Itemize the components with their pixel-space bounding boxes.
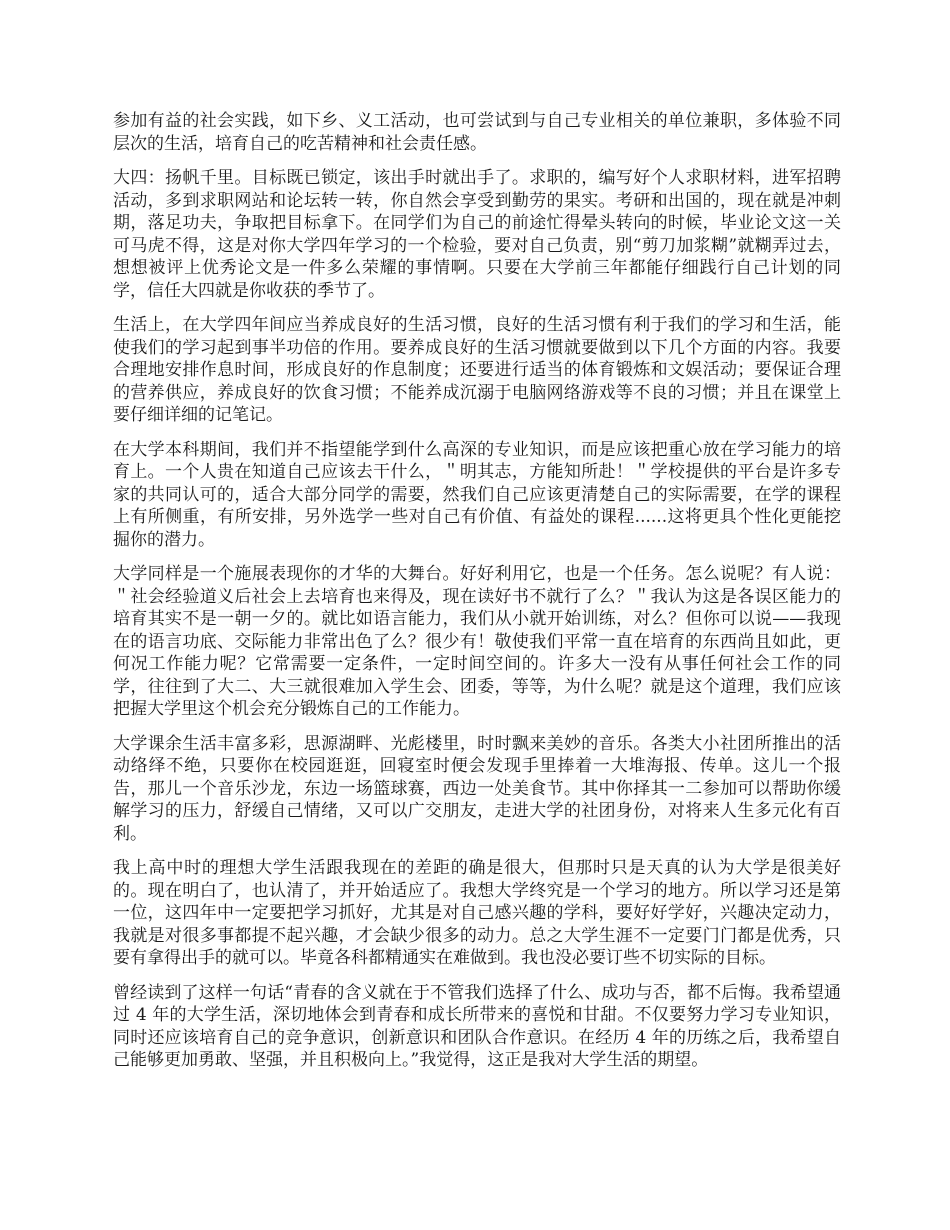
document-body: [113, 110, 841, 1084]
paragraph-life-habits: 生活上，在大学四年间应当养成良好的生活习惯，良好的生活习惯有利于我们的学习和生活，能使我们的学习起到事半功倍的作用。要养成良好的生活习惯就要做到以下几个方面的内容。我要合理地安排作息时间，形成良好的作息制度；还要进行适当的体育锻炼和文娱活动；要保证合理的营养供应，养成良好的饮食习惯；不能养成沉溺于电脑网络游戏等不良的习惯；并且在课堂上要仔细详细的记笔记。: [113, 315, 841, 425]
paragraph-learning-ability: 在大学本科期间，我们并不指望能学到什么高深的专业知识，而是应该把重心放在学习能力的培育上。一个人贵在知道自己应该去干什么，＂明其志，方能知所赴！＂学校提供的平台是许多专家的共同认可的，适合大部分同学的需要，然我们自己应该更清楚自己的实际需要，在学的课程上有所侧重，有所安排，另外选学一些对自己有价值、有益处的课程......这将更具个性化更能挖掘你的潜力。: [113, 439, 841, 550]
paragraph-ideal-college: 我上高中时的理想大学生活跟我现在的差距的确是很大，但那时只是天真的认为大学是很美好的。现在明白了，也认清了，并开始适应了。我想大学终究是一个学习的地方。所以学习还是第一位，这四年中一定要把学习抓好，尤其是对自己感兴趣的学科，要好好学好，兴趣决定动力，我就是对很多事都提不起兴趣，才会缺少很多的动力。总之大学生涯不一定要门门都是优秀，只要有拿得出手的就可以。毕竟各科都精通实在难做到。我也没必要订些不切实际的目标。: [113, 858, 841, 968]
paragraph-senior-year: 大四：扬帆千里。目标既已锁定，该出手时就出手了。求职的，编写好个人求职材料，进军招聘活动，多到求职网站和论坛转一转，你自然会享受到勤劳的果实。考研和出国的，现在就是冲刺期，落足功夫，争取把目标拿下。在同学们为自己的前途忙得晕头转向的时候，毕业论文这一关可马虎不得，这是对你大学四年学习的一个检验，要对自己负责，别“剪刀加浆糊”就糊弄过去，想想被评上优秀论文是一件多么荣耀的事情啊。只要在大学前三年都能仔细践行自己计划的同学，信任大四就是你收获的季节了。: [113, 168, 841, 301]
paragraph-extracurricular: 大学课余生活丰富多彩，思源湖畔、光彪楼里，时时飘来美妙的音乐。各类大小社团所推出的活动络绎不绝，只要你在校园逛逛，回寝室时便会发现手里捧着一大堆海报、传单。这儿一个报告，那儿一个音乐沙龙，东边一场篮球赛，西边一处美食节。其中你择其一二参加可以帮助你缓解学习的压力，舒缓自己情绪，又可以广交朋友，走进大学的社团身份，对将来人生多元化有百利。: [113, 733, 841, 844]
paragraph-youth-meaning: 曾经读到了这样一句话“青春的含义就在于不管我们选择了什么、成功与否，都不后悔。我希望通过 4 年的大学生活，深切地体会到青春和成长所带来的喜悦和甘甜。不仅要努力学习专业知识，同时还应该培育自己的竞争意识，创新意识和团队合作意识。在经历 4 年的历练之后，我希望自己能够更加勇敢、坚强，并且积极向上。”我觉得，这正是我对大学生活的期望。: [113, 982, 841, 1070]
paragraph-stage: 大学同样是一个施展表现你的才华的大舞台。好好利用它，也是一个任务。怎么说呢？有人说：＂社会经验道义后社会上去培育也来得及，现在读好书不就行了么？＂我认为这是各误区能力的培育其实不是一朝一夕的。就比如语言能力，我们从小就开始训练，对么？但你可以说——我现在的语言功底、交际能力非常出色了么？很少有！敬使我们平常一直在培育的东西尚且如此，更何况工作能力呢？它常需要一定条件，一定时间空间的。许多大一没有从事任何社会工作的同学，往往到了大二、大三就很难加入学生会、团委，等等，为什么呢？就是这个道理，我们应该把握大学里这个机会充分锻炼自己的工作能力。: [113, 564, 841, 719]
paragraph-social-practice: 参加有益的社会实践，如下乡、义工活动，也可尝试到与自己专业相关的单位兼职，多体验不同层次的生活，培育自己的吃苦精神和社会责任感。: [113, 111, 841, 154]
